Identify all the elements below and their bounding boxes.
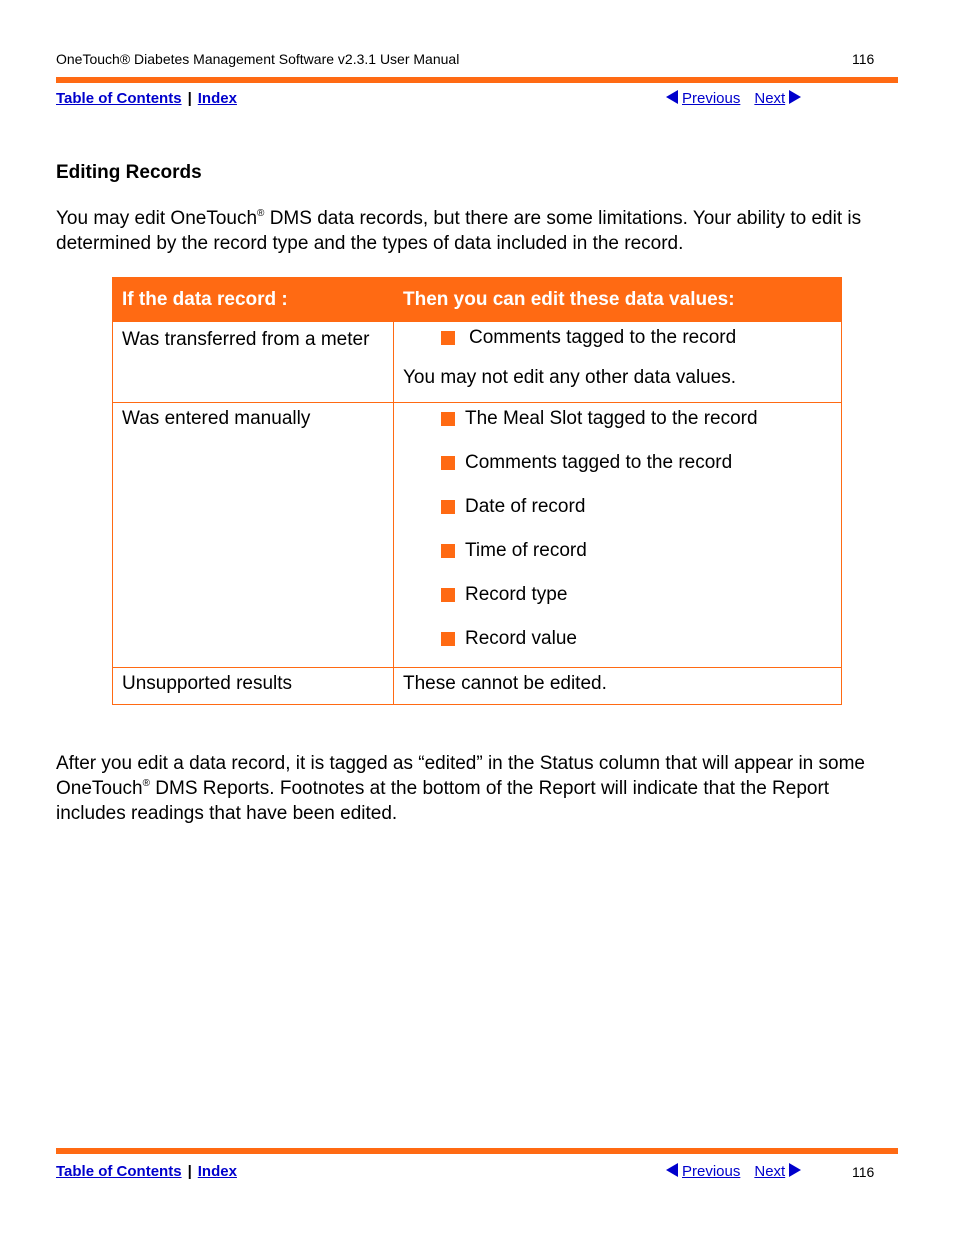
nav-separator: | bbox=[187, 1163, 192, 1180]
after-text-part2: DMS Reports. Footnotes at the bottom of the Report will indicate that the Report includes readings that have been edited. bbox=[56, 778, 830, 824]
after-edit-paragraph bbox=[56, 751, 896, 826]
restriction-note: You may not edit any other data values. bbox=[403, 367, 737, 388]
document-title: OneTouch® Diabetes Management Software v2.3.1 User Manual bbox=[56, 51, 460, 67]
top-pager bbox=[666, 90, 801, 107]
page-number: 116 bbox=[852, 51, 875, 67]
list-item: Comments tagged to the record bbox=[441, 447, 832, 491]
previous-link[interactable]: Previous bbox=[682, 90, 741, 107]
bottom-pager bbox=[666, 1163, 801, 1180]
previous-arrow-icon[interactable] bbox=[666, 1163, 678, 1177]
previous-arrow-icon[interactable] bbox=[666, 90, 678, 104]
index-link[interactable]: Index bbox=[197, 1163, 237, 1180]
editing-records-table bbox=[112, 277, 842, 705]
intro-text-part1: You may edit OneTouch bbox=[56, 208, 258, 229]
footer-rule bbox=[56, 1148, 898, 1154]
header-rule bbox=[56, 77, 898, 83]
table-row bbox=[113, 403, 842, 668]
record-type-cell: Was entered manually bbox=[113, 403, 394, 668]
list-item: Date of record bbox=[441, 491, 832, 535]
editable-values-cell bbox=[394, 322, 842, 403]
record-type-cell: Was transferred from a meter bbox=[113, 322, 394, 403]
intro-text-part2: DMS data records, but there are some limitations. Your ability to edit is determined by the record type and the types of data included in the record. bbox=[56, 208, 862, 254]
list-item: The Meal Slot tagged to the record bbox=[441, 403, 832, 447]
editable-values-list bbox=[403, 403, 832, 667]
next-link[interactable]: Next bbox=[754, 1163, 786, 1180]
after-text-part1: After you edit a data record, it is tagged as “edited” in the Status column that will appear in some OneTouch bbox=[56, 753, 865, 799]
top-nav-links bbox=[56, 90, 237, 107]
next-arrow-icon[interactable] bbox=[789, 1163, 801, 1177]
column-header-editable-values: Then you can edit these data values: bbox=[394, 278, 842, 322]
record-type-cell: Unsupported results bbox=[113, 668, 394, 705]
list-item: Time of record bbox=[441, 535, 832, 579]
registered-mark: ® bbox=[142, 778, 150, 789]
list-item: Record type bbox=[441, 579, 832, 623]
list-item: Comments tagged to the record bbox=[441, 322, 832, 366]
editable-values-cell: These cannot be edited. bbox=[394, 668, 842, 705]
table-row bbox=[113, 668, 842, 705]
table-header-row bbox=[113, 278, 842, 322]
registered-mark: ® bbox=[257, 208, 265, 219]
next-arrow-icon[interactable] bbox=[789, 90, 801, 104]
editable-values-cell bbox=[394, 403, 842, 668]
column-header-record: If the data record : bbox=[113, 278, 394, 322]
nav-separator: | bbox=[187, 90, 192, 107]
table-of-contents-link[interactable]: Table of Contents bbox=[56, 1163, 182, 1180]
table-row bbox=[113, 322, 842, 403]
intro-paragraph bbox=[56, 206, 906, 256]
bottom-nav-links bbox=[56, 1163, 237, 1180]
table-of-contents-link[interactable]: Table of Contents bbox=[56, 90, 182, 107]
editable-values-list bbox=[403, 322, 832, 366]
next-link[interactable]: Next bbox=[754, 90, 786, 107]
previous-link[interactable]: Previous bbox=[682, 1163, 741, 1180]
index-link[interactable]: Index bbox=[197, 90, 237, 107]
section-heading: Editing Records bbox=[56, 162, 202, 183]
footer-page-number: 116 bbox=[852, 1164, 875, 1180]
list-item: Record value bbox=[441, 623, 832, 667]
